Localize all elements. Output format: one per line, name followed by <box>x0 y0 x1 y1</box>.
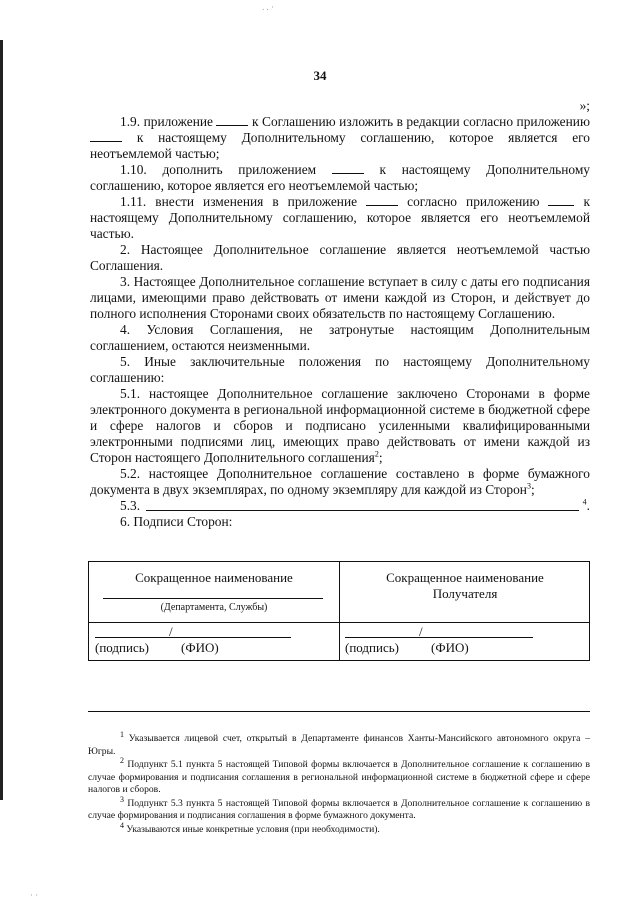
scan-speck: . . · <box>262 2 274 12</box>
footnote-ref: 4 <box>582 497 587 507</box>
right-signature-line <box>345 637 533 638</box>
text-segment: 5.1. настоящее Дополнительное соглашение заключено Сторонами в форме электронного документа в региональной информационной системе в бюджетной сфере и сфере налогов и сборов и подписано усиленными квалифицированными электронными подписями лиц, имеющих право действовать от имени каждой из Сторон настоящего Дополнительного соглашения <box>90 386 590 465</box>
footnote-text: Указывается лицевой счет, открытый в Департаменте финансов Ханты-Мансийского автономного округа – Югры. <box>88 733 590 757</box>
left-party-subtitle: (Департамента, Службы) <box>160 602 268 613</box>
text-segment: ; <box>378 450 383 465</box>
paragraph-4: 4. Условия Соглашения, не затронутые настоящим Дополнительным соглашением, остаются неизменными. <box>90 322 590 353</box>
blank-field <box>216 114 248 126</box>
paragraph-5-3 <box>120 498 590 514</box>
page-number: 34 <box>313 68 327 83</box>
text-segment: 1.10. дополнить приложением <box>120 162 317 177</box>
footnote-separator <box>88 711 590 712</box>
left-sign-label: (подпись) <box>95 640 149 655</box>
signature-table <box>88 561 590 661</box>
left-signature-line <box>95 637 291 638</box>
text-segment: согласно приложению <box>407 194 540 209</box>
right-fio-label: (ФИО) <box>431 640 469 655</box>
blank-field <box>332 162 364 174</box>
footnote-text: Подпункт 5.3 пункта 5 настоящей Типовой формы включается в Дополнительное соглашение к соглашению в случае формирования и подписания соглашения в форме бумажного документа. <box>88 797 591 821</box>
footnote-3 <box>88 794 591 823</box>
blank-field <box>146 498 579 511</box>
paragraph-5-2 <box>90 466 590 498</box>
footnote-ref: 2 <box>374 449 379 459</box>
text-segment: . <box>586 498 590 513</box>
blank-field <box>90 130 122 142</box>
footnote-number: 2 <box>120 755 124 765</box>
scan-edge <box>0 40 3 800</box>
text-segment: ; <box>530 482 535 497</box>
text-segment: 5.3. <box>120 498 141 513</box>
right-sign-label: (подпись) <box>345 640 399 655</box>
right-title-line-2: Получателя <box>432 586 498 601</box>
agreement-body <box>90 98 590 530</box>
paragraph-1-11 <box>90 194 590 242</box>
left-fio-label: (ФИО) <box>181 640 219 655</box>
paragraph-5: 5. Иные заключительные положения по настоящему Дополнительному соглашению: <box>90 354 590 385</box>
text-segment: 1.9. приложение <box>120 114 213 129</box>
footnote-number: 4 <box>120 820 124 830</box>
footnote-2 <box>88 755 591 797</box>
paragraph-6: 6. Подписи Сторон: <box>120 514 233 529</box>
footnote-text: Указываются иные конкретные условия (при необходимости). <box>126 823 380 835</box>
paragraph-5-1 <box>90 386 590 466</box>
footnote-number: 1 <box>120 729 124 739</box>
text-segment: 1.11. внести изменения в приложение <box>120 194 358 209</box>
name-line <box>103 598 323 599</box>
paragraph-1-10 <box>90 162 590 194</box>
footnote-4 <box>88 820 590 837</box>
footnote-number: 3 <box>120 794 124 804</box>
text-segment: 5.2. настоящее Дополнительное соглашение составлено в форме бумажного документа в двух экземплярах, по одному экземпляру для каждой из Сторон <box>90 466 590 497</box>
text-segment: к Соглашению изложить в редакции согласно приложению <box>252 114 590 129</box>
footnote-text: Подпункт 5.1 пункта 5 настоящей Типовой формы включается в Дополнительное соглашение к соглашению в случае формирования и подписания соглашения в региональной информационной системе в бюджетной сфере и сфере налогов и сборов. <box>88 759 591 795</box>
scan-speck: · · <box>30 890 39 900</box>
right-slash: / <box>419 624 423 639</box>
text-segment: к настоящему Дополнительному соглашению, которое является его неотъемлемой частью; <box>90 130 590 161</box>
left-party-title: Сокращенное наименование <box>135 570 293 585</box>
paragraph-2: 2. Настоящее Дополнительное соглашение является неотъемлемой частью Соглашения. <box>90 242 590 273</box>
footnotes <box>88 729 591 837</box>
paragraph-1-9 <box>90 114 590 162</box>
row-divider <box>89 622 589 623</box>
text-segment: к настоящему Дополнительному соглашению, которое является его неотъемлемой частью; <box>90 162 591 193</box>
text-segment: к настоящему Дополнительному соглашению, которое является его неотъемлемой частью. <box>90 194 591 241</box>
blank-field <box>366 194 398 206</box>
footnote-ref: 3 <box>526 481 531 491</box>
paragraph-3: 3. Настоящее Дополнительное соглашение вступает в силу с даты его подписания лицами, имеющими право действовать от имени каждой из Сторон, и действует до полного исполнения Сторонами своих обязательств по настоящему Соглашению. <box>90 274 590 321</box>
right-party-title <box>339 570 591 602</box>
closing-quote: »; <box>579 98 590 113</box>
footnote-1 <box>88 729 590 758</box>
blank-field <box>548 194 574 206</box>
right-title-line-1: Сокращенное наименование <box>386 570 544 585</box>
left-slash: / <box>169 624 173 639</box>
